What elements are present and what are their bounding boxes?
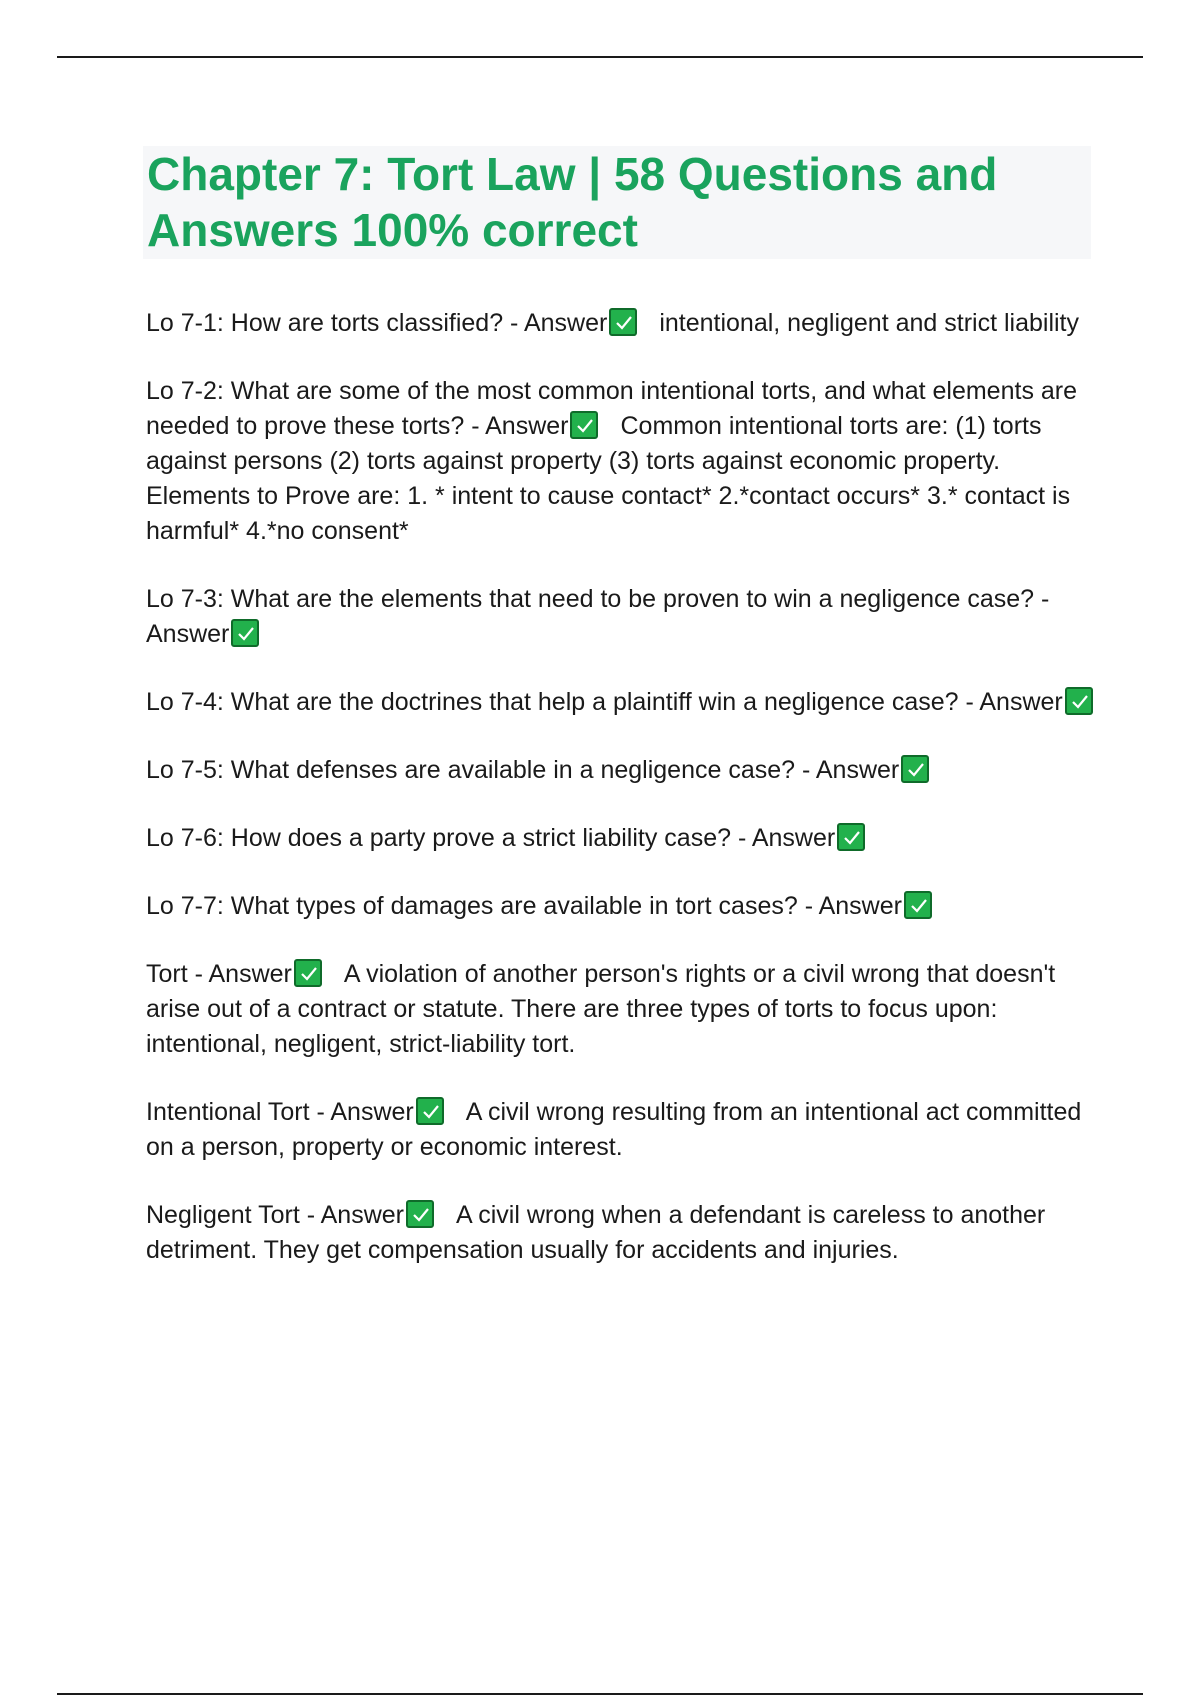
check-mark-icon [904,891,932,919]
check-mark-icon [294,959,322,987]
check-mark-icon [231,619,259,647]
answer-text: Common intentional torts are: (1) torts against persons (2) torts against property (3) torts against economic property. Elements to Prove are: 1. * intent to cause contact* 2.*contact occurs* 3.* contact is harmful* 4.*no consent* [146,412,1071,545]
check-mark-icon [416,1097,444,1125]
qa-item-6 [146,821,1096,856]
title-block [143,146,1091,259]
answer-text: A violation of another person's rights or a civil wrong that doesn't arise out of a contract or statute. There are three types of torts to focus upon: intentional, negligent, strict-liability tort. [146,960,1056,1058]
qa-list [146,306,1096,1301]
qa-item-4 [146,685,1096,720]
answer-text: intentional, negligent and strict liability [659,309,1080,337]
footer-rule [57,1693,1143,1695]
qa-item-2 [146,374,1096,549]
question-text: Tort - Answer [146,960,292,988]
check-mark-icon [406,1200,434,1228]
check-mark-icon [570,411,598,439]
header-rule [57,56,1143,58]
question-text: Lo 7-7: What types of damages are available in tort cases? - Answer [146,892,902,920]
qa-item-5 [146,753,1096,788]
question-text: Negligent Tort - Answer [146,1201,404,1229]
qa-item-7 [146,889,1096,924]
answer-text: A civil wrong when a defendant is careless to another detriment. They get compensation usually for accidents and injuries. [146,1201,1046,1264]
check-mark-icon [1065,687,1093,715]
qa-item-1 [146,306,1096,341]
question-text: Lo 7-4: What are the doctrines that help a plaintiff win a negligence case? - Answer [146,688,1063,716]
question-text: Lo 7-6: How does a party prove a strict liability case? - Answer [146,824,836,852]
check-mark-icon [901,755,929,783]
check-mark-icon [609,308,637,336]
qa-item-9 [146,1095,1096,1165]
qa-item-8 [146,957,1096,1062]
qa-item-10 [146,1198,1096,1268]
answer-text: A civil wrong resulting from an intentional act committed on a person, property or economic interest. [146,1098,1082,1161]
question-text: Lo 7-1: How are torts classified? - Answer [146,309,608,337]
document-title: Chapter 7: Tort Law | 58 Questions and Answers 100% correct [147,148,998,256]
qa-item-3 [146,582,1096,652]
question-text: Lo 7-2: What are some of the most common intentional torts, and what elements are needed to prove these torts? - Answer [146,377,1078,440]
question-text: Lo 7-3: What are the elements that need to be proven to win a negligence case? - Answer [146,585,1050,648]
question-text: Intentional Tort - Answer [146,1098,414,1126]
question-text: Lo 7-5: What defenses are available in a negligence case? - Answer [146,756,900,784]
check-mark-icon [837,823,865,851]
